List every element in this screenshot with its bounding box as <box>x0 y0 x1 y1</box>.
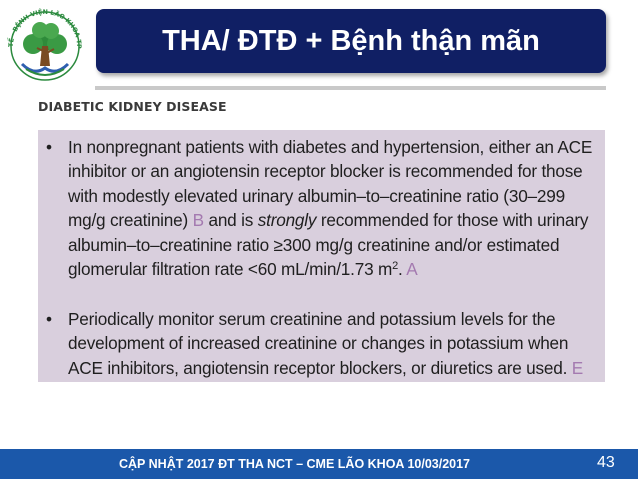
slide-title-bar <box>96 9 606 73</box>
emphasis-text: strongly <box>257 210 317 231</box>
superscript: 2 <box>392 260 399 273</box>
recommendation-text: Periodically monitor serum creatinine and potassium levels for the development of increased creatinine or changes in potassium when ACE inhibitors, angiotensin receptor blockers, or diuretics are used. E <box>68 309 584 378</box>
recommendation-item <box>43 135 603 281</box>
slide-title: THA/ ĐTĐ + Bệnh thận mãn <box>162 24 540 57</box>
recommendation-item <box>43 307 603 380</box>
bullet-icon: • <box>46 309 53 329</box>
svg-text:SỞ Y TẾ · BỆNH VIỆN LÃO KHOA T: TẾ · BỆNH VIỆN LÃO KHOA TP <box>7 8 83 48</box>
section-heading: DIABETIC KIDNEY DISEASE <box>38 99 227 114</box>
evidence-grade: B <box>192 210 204 231</box>
tree-logo-icon <box>4 6 86 82</box>
evidence-grade: A <box>406 259 418 280</box>
evidence-grade: E <box>571 357 584 378</box>
footer-text: CẬP NHẬT 2017 ĐT THA NCT – CME LÃO KHOA 10/03/2017 <box>119 457 471 471</box>
page-number: 43 <box>597 454 615 471</box>
title-divider <box>95 86 606 90</box>
recommendation-text: In nonpregnant patients with diabetes and hypertension, either an ACE inhibitor or an angiotensin receptor blocker is recommended for those with modestly elevated urinary albumin–to–creatinine ratio (30–299 mg/g creatinine) B and is strongly recommended for those with urinary albumin–to–creatinine ratio ≥300 mg/g creatinine and/or estimated glomerular filtration rate <60 mL/min/1.73 $m^2$. A <box>68 137 593 280</box>
bullet-icon: • <box>46 137 53 157</box>
